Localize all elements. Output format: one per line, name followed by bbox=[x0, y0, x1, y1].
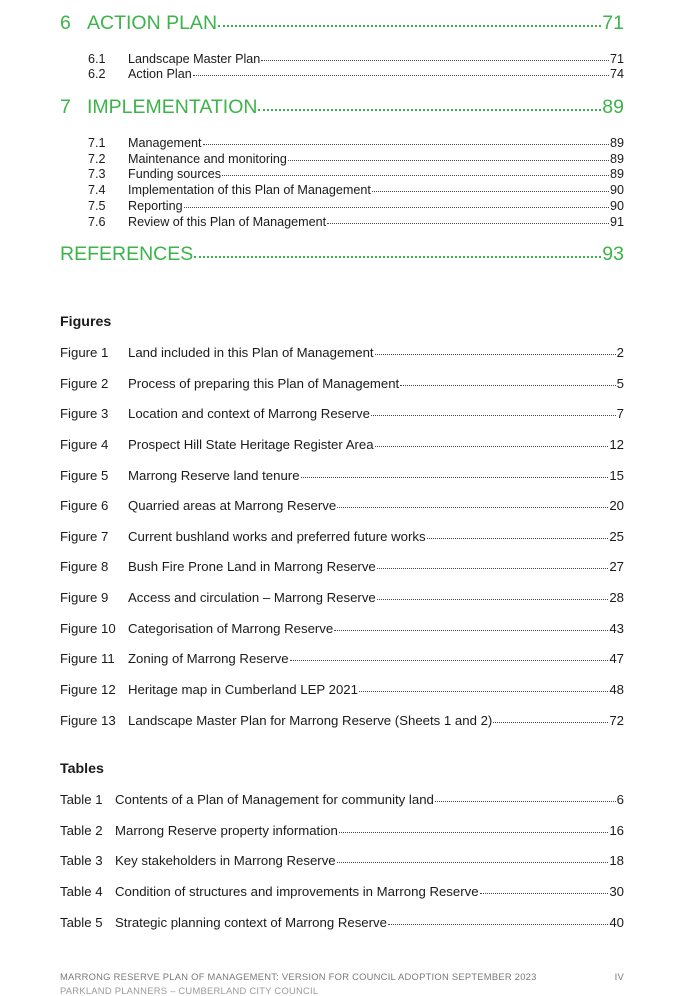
item-number: 7.3 bbox=[88, 167, 106, 181]
item-title: Implementation of this Plan of Management bbox=[128, 183, 371, 197]
figure-title: Landscape Master Plan for Marrong Reserve (Sheets 1 and 2) bbox=[128, 713, 493, 728]
footer-second-line: PARKLAND PLANNERS – CUMBERLAND CITY COUNCIL bbox=[60, 985, 319, 996]
figure-page: 20 bbox=[609, 498, 624, 513]
section-title: REFERENCES bbox=[60, 243, 194, 265]
dot-leader bbox=[359, 691, 608, 692]
figure-entry[interactable] bbox=[60, 590, 624, 608]
figure-page: 25 bbox=[609, 529, 624, 544]
footer-text: MARRONG RESERVE PLAN OF MANAGEMENT: VERSION FOR COUNCIL ADOPTION SEPTEMBER 2023 bbox=[60, 971, 537, 982]
section-page: 89 bbox=[602, 96, 624, 118]
dot-leader bbox=[203, 144, 609, 145]
dot-leader bbox=[258, 109, 601, 111]
figure-title: Marrong Reserve land tenure bbox=[128, 468, 300, 483]
item-page: 91 bbox=[609, 215, 624, 229]
table-page: 30 bbox=[609, 884, 624, 899]
dot-leader bbox=[493, 722, 608, 723]
figure-entry[interactable] bbox=[60, 529, 624, 547]
toc-item-7-6[interactable] bbox=[88, 215, 624, 231]
toc-item-6-1[interactable] bbox=[88, 52, 624, 68]
figure-label: Figure 2 bbox=[60, 376, 109, 391]
figure-label: Figure 12 bbox=[60, 682, 116, 697]
figure-page: 47 bbox=[609, 651, 624, 666]
item-number: 7.5 bbox=[88, 199, 106, 213]
figure-title: Zoning of Marrong Reserve bbox=[128, 651, 289, 666]
dot-leader bbox=[372, 191, 609, 192]
table-label: Table 3 bbox=[60, 853, 103, 868]
figure-title: Bush Fire Prone Land in Marrong Reserve bbox=[128, 559, 376, 574]
item-page: 90 bbox=[609, 199, 624, 213]
figure-label: Figure 1 bbox=[60, 345, 109, 360]
figure-page: 5 bbox=[616, 376, 624, 391]
figure-entry[interactable] bbox=[60, 468, 624, 486]
figure-entry[interactable] bbox=[60, 713, 624, 731]
table-label: Table 4 bbox=[60, 884, 103, 899]
figure-label: Figure 11 bbox=[60, 651, 115, 666]
item-number: 7.6 bbox=[88, 215, 106, 229]
table-page: 6 bbox=[616, 792, 624, 807]
figure-entry[interactable] bbox=[60, 559, 624, 577]
figure-label: Figure 3 bbox=[60, 406, 109, 421]
figure-entry[interactable] bbox=[60, 651, 624, 669]
dot-leader bbox=[339, 832, 609, 833]
toc-item-7-3[interactable] bbox=[88, 167, 624, 183]
figure-title: Process of preparing this Plan of Management bbox=[128, 376, 400, 391]
figure-title: Prospect Hill State Heritage Register Area bbox=[128, 437, 374, 452]
item-page: 90 bbox=[609, 183, 624, 197]
section-title: ACTION PLAN bbox=[87, 12, 218, 34]
dot-leader bbox=[388, 924, 608, 925]
figure-label: Figure 13 bbox=[60, 713, 116, 728]
dot-leader bbox=[377, 599, 609, 600]
table-label: Table 2 bbox=[60, 823, 103, 838]
dot-leader bbox=[218, 25, 601, 27]
toc-item-7-2[interactable] bbox=[88, 152, 624, 168]
figure-label: Figure 9 bbox=[60, 590, 109, 605]
table-page: 18 bbox=[609, 853, 624, 868]
item-page: 89 bbox=[609, 152, 624, 166]
table-entry[interactable] bbox=[60, 792, 624, 810]
figures-heading: Figures bbox=[60, 314, 112, 330]
figure-page: 72 bbox=[609, 713, 624, 728]
dot-leader bbox=[337, 862, 609, 863]
dot-leader bbox=[301, 477, 609, 478]
item-title: Action Plan bbox=[128, 67, 192, 81]
dot-leader bbox=[290, 660, 609, 661]
figure-page: 48 bbox=[609, 682, 624, 697]
section-number: 6 bbox=[60, 12, 71, 34]
section-page: 93 bbox=[602, 243, 624, 265]
dot-leader bbox=[371, 415, 616, 416]
dot-leader bbox=[480, 893, 609, 894]
dot-leader bbox=[427, 538, 609, 539]
table-title: Strategic planning context of Marrong Reserve bbox=[115, 915, 387, 930]
dot-leader bbox=[193, 75, 609, 76]
table-title: Key stakeholders in Marrong Reserve bbox=[115, 853, 336, 868]
table-label: Table 1 bbox=[60, 792, 103, 807]
figure-title: Quarried areas at Marrong Reserve bbox=[128, 498, 337, 513]
tables-heading: Tables bbox=[60, 761, 104, 777]
dot-leader bbox=[435, 801, 616, 802]
figure-title: Location and context of Marrong Reserve bbox=[128, 406, 370, 421]
dot-leader bbox=[288, 160, 609, 161]
table-entry[interactable] bbox=[60, 853, 624, 871]
dot-leader bbox=[327, 223, 609, 224]
figure-page: 7 bbox=[616, 406, 624, 421]
dot-leader bbox=[377, 568, 609, 569]
item-number: 6.2 bbox=[88, 67, 106, 81]
footer-page-number: IV bbox=[614, 971, 624, 982]
figure-page: 12 bbox=[609, 437, 624, 452]
item-number: 6.1 bbox=[88, 52, 106, 66]
figure-label: Figure 4 bbox=[60, 437, 109, 452]
item-title: Review of this Plan of Management bbox=[128, 215, 327, 229]
figure-label: Figure 10 bbox=[60, 621, 116, 636]
figure-page: 43 bbox=[609, 621, 624, 636]
figure-entry[interactable] bbox=[60, 345, 624, 363]
section-title: IMPLEMENTATION bbox=[87, 96, 258, 118]
item-page: 74 bbox=[609, 67, 624, 81]
figure-page: 28 bbox=[609, 590, 624, 605]
item-page: 89 bbox=[609, 136, 624, 150]
item-number: 7.1 bbox=[88, 136, 106, 150]
table-label: Table 5 bbox=[60, 915, 103, 930]
item-page: 71 bbox=[609, 52, 624, 66]
figure-title: Land included in this Plan of Management bbox=[128, 345, 374, 360]
figure-label: Figure 8 bbox=[60, 559, 109, 574]
item-number: 7.2 bbox=[88, 152, 106, 166]
table-title: Condition of structures and improvements in Marrong Reserve bbox=[115, 884, 479, 899]
figure-entry[interactable] bbox=[60, 498, 624, 516]
table-entry[interactable] bbox=[60, 915, 624, 933]
table-entry[interactable] bbox=[60, 823, 624, 841]
table-title: Contents of a Plan of Management for community land bbox=[115, 792, 434, 807]
figure-page: 27 bbox=[609, 559, 624, 574]
figure-label: Figure 6 bbox=[60, 498, 109, 513]
figure-label: Figure 7 bbox=[60, 529, 109, 544]
figure-entry[interactable] bbox=[60, 406, 624, 424]
figure-title: Access and circulation – Marrong Reserve bbox=[128, 590, 376, 605]
toc-item-7-5[interactable] bbox=[88, 199, 624, 215]
dot-leader bbox=[375, 354, 616, 355]
figure-title: Current bushland works and preferred future works bbox=[128, 529, 426, 544]
figure-page: 2 bbox=[616, 345, 624, 360]
table-page: 16 bbox=[609, 823, 624, 838]
page-footer bbox=[60, 971, 624, 985]
section-number: 7 bbox=[60, 96, 71, 118]
dot-leader bbox=[337, 507, 608, 508]
item-number: 7.4 bbox=[88, 183, 106, 197]
figure-entry[interactable] bbox=[60, 621, 624, 639]
dot-leader bbox=[222, 175, 609, 176]
dot-leader bbox=[375, 446, 609, 447]
dot-leader bbox=[334, 630, 608, 631]
table-title: Marrong Reserve property information bbox=[115, 823, 338, 838]
toc-item-7-4[interactable] bbox=[88, 183, 624, 199]
item-page: 89 bbox=[609, 167, 624, 181]
item-title: Funding sources bbox=[128, 167, 222, 181]
toc-item-6-2[interactable] bbox=[88, 67, 624, 83]
item-title: Reporting bbox=[128, 199, 183, 213]
dot-leader bbox=[194, 256, 601, 258]
dot-leader bbox=[261, 60, 609, 61]
toc-item-7-1[interactable] bbox=[88, 136, 624, 152]
item-title: Maintenance and monitoring bbox=[128, 152, 287, 166]
figure-entry[interactable] bbox=[60, 437, 624, 455]
figure-page: 15 bbox=[609, 468, 624, 483]
dot-leader bbox=[184, 207, 609, 208]
figure-entry[interactable] bbox=[60, 376, 624, 394]
figure-title: Categorisation of Marrong Reserve bbox=[128, 621, 334, 636]
figure-label: Figure 5 bbox=[60, 468, 109, 483]
toc-section-7[interactable] bbox=[60, 96, 624, 124]
section-page: 71 bbox=[602, 12, 624, 34]
item-title: Management bbox=[128, 136, 202, 150]
toc-section-6[interactable] bbox=[60, 12, 624, 40]
item-title: Landscape Master Plan bbox=[128, 52, 261, 66]
figure-entry[interactable] bbox=[60, 682, 624, 700]
dot-leader bbox=[400, 385, 615, 386]
table-entry[interactable] bbox=[60, 884, 624, 902]
toc-references[interactable] bbox=[60, 243, 624, 271]
table-page: 40 bbox=[609, 915, 624, 930]
figure-title: Heritage map in Cumberland LEP 2021 bbox=[128, 682, 358, 697]
